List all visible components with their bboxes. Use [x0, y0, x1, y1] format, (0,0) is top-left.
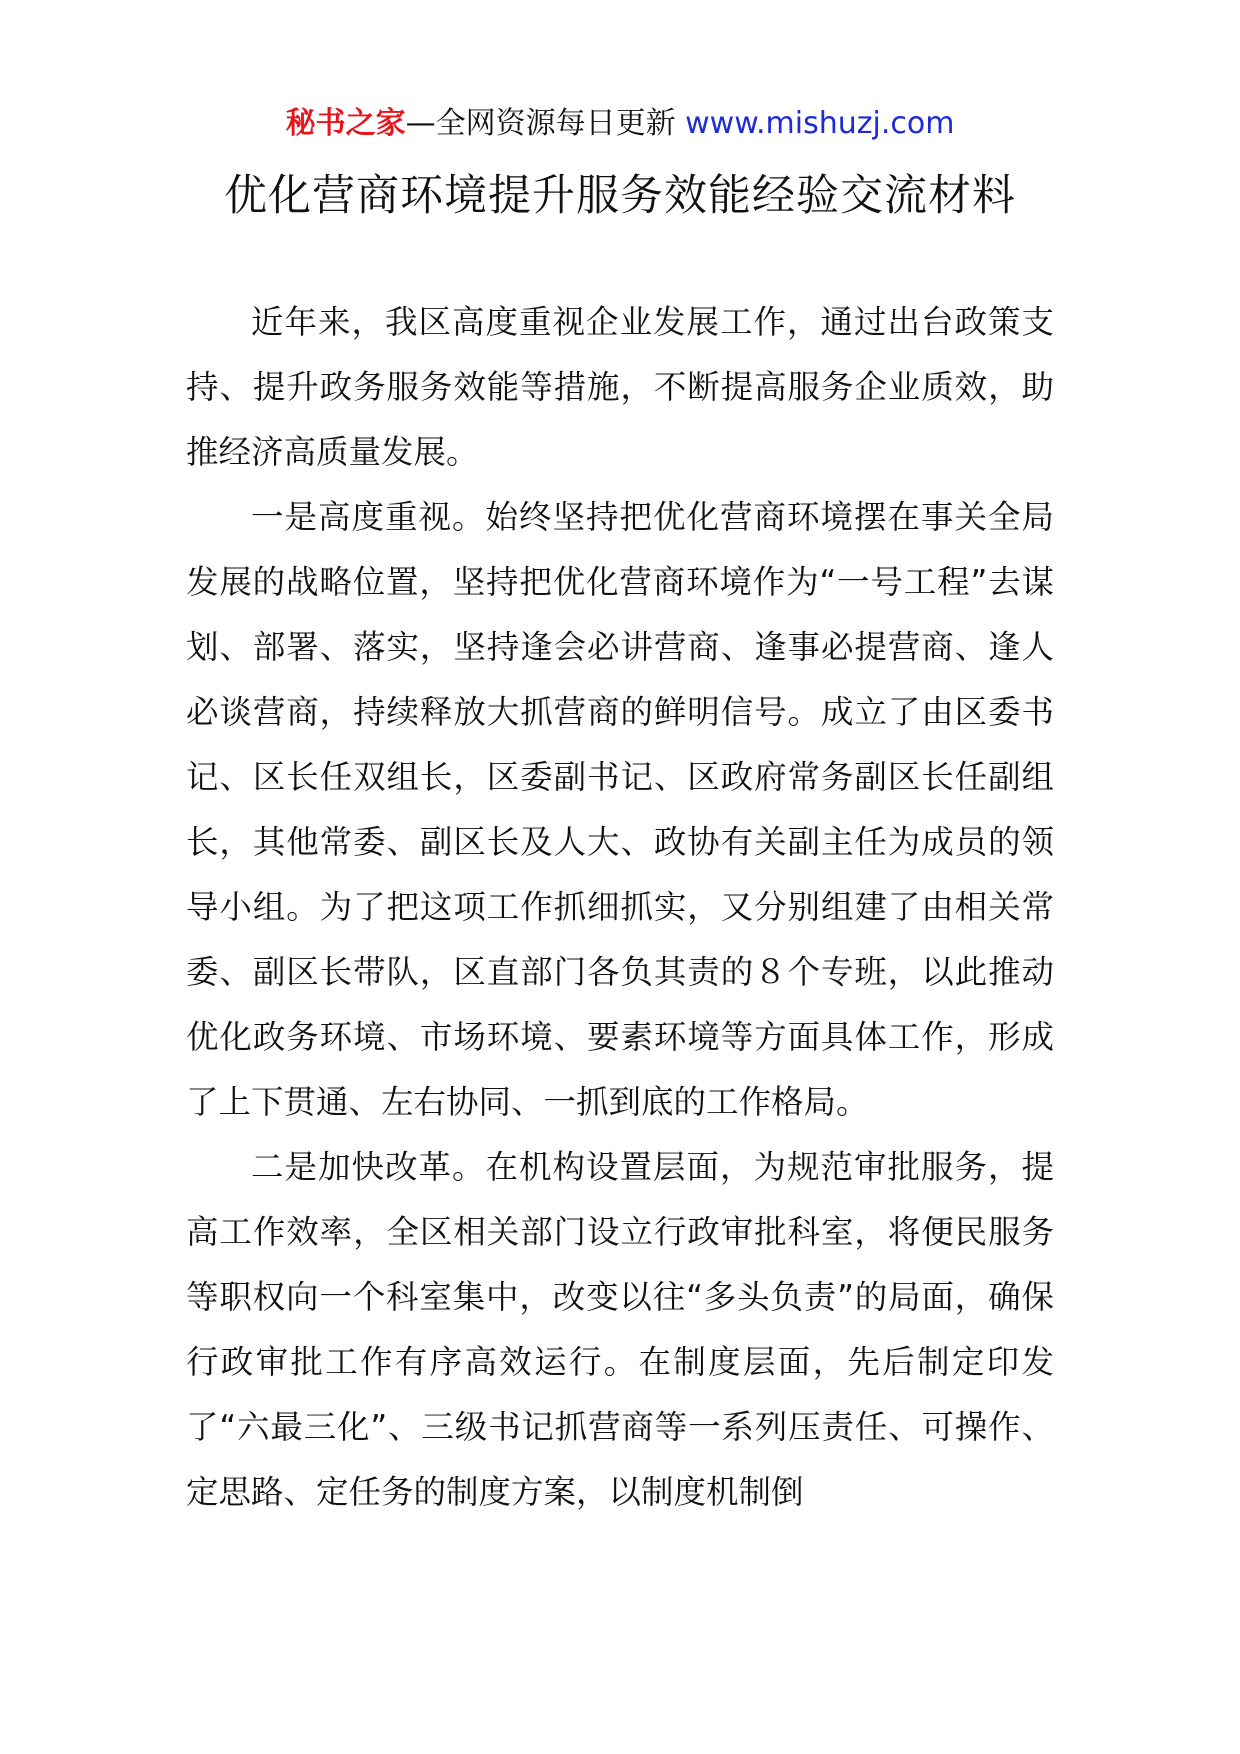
site-banner	[0, 104, 1240, 144]
brand-name: 秘书之家	[285, 106, 406, 141]
site-url: www.mishuzj.com	[685, 106, 955, 141]
paragraph-intro: 近年来，我区高度重视企业发展工作，通过出台政策支持、提升政务服务效能等措施，不断提高服务企业质效，助推经济高质量发展。	[186, 303, 1054, 471]
banner-slogan: —全网资源每日更新	[405, 106, 686, 141]
document-title: 优化营商环境提升服务效能经验交流材料	[224, 171, 1016, 221]
document-body	[186, 290, 1054, 1525]
paragraph-reform: 二是加快改革。在机构设置层面，为规范审批服务，提高工作效率，全区相关部门设立行政审批科室，将便民服务等职权向一个科室集中，改变以往“多头负责”的局面，确保行政审批工作有序高效运行。在制度层面，先后制定印发了“六最三化”、三级书记抓营商等一系列压责任、可操作、定思路、定任务的制度方案，以制度机制倒	[186, 1148, 1054, 1511]
paragraph-high-priority: 一是高度重视。始终坚持把优化营商环境摆在事关全局发展的战略位置，坚持把优化营商环境作为“一号工程”去谋划、部署、落实，坚持逢会必讲营商、逢事必提营商、逢人必谈营商，持续释放大抓营商的鲜明信号。成立了由区委书记、区长任双组长，区委副书记、区政府常务副区长任副组长，其他常委、副区长及人大、政协有关副主任为成员的领导小组。为了把这项工作抓细抓实，又分别组建了由相关常委、副区长带队，区直部门各负其责的８个专班，以此推动优化政务环境、市场环境、要素环境等方面具体工作，形成了上下贯通、左右协同、一抓到底的工作格局。	[186, 498, 1054, 1121]
